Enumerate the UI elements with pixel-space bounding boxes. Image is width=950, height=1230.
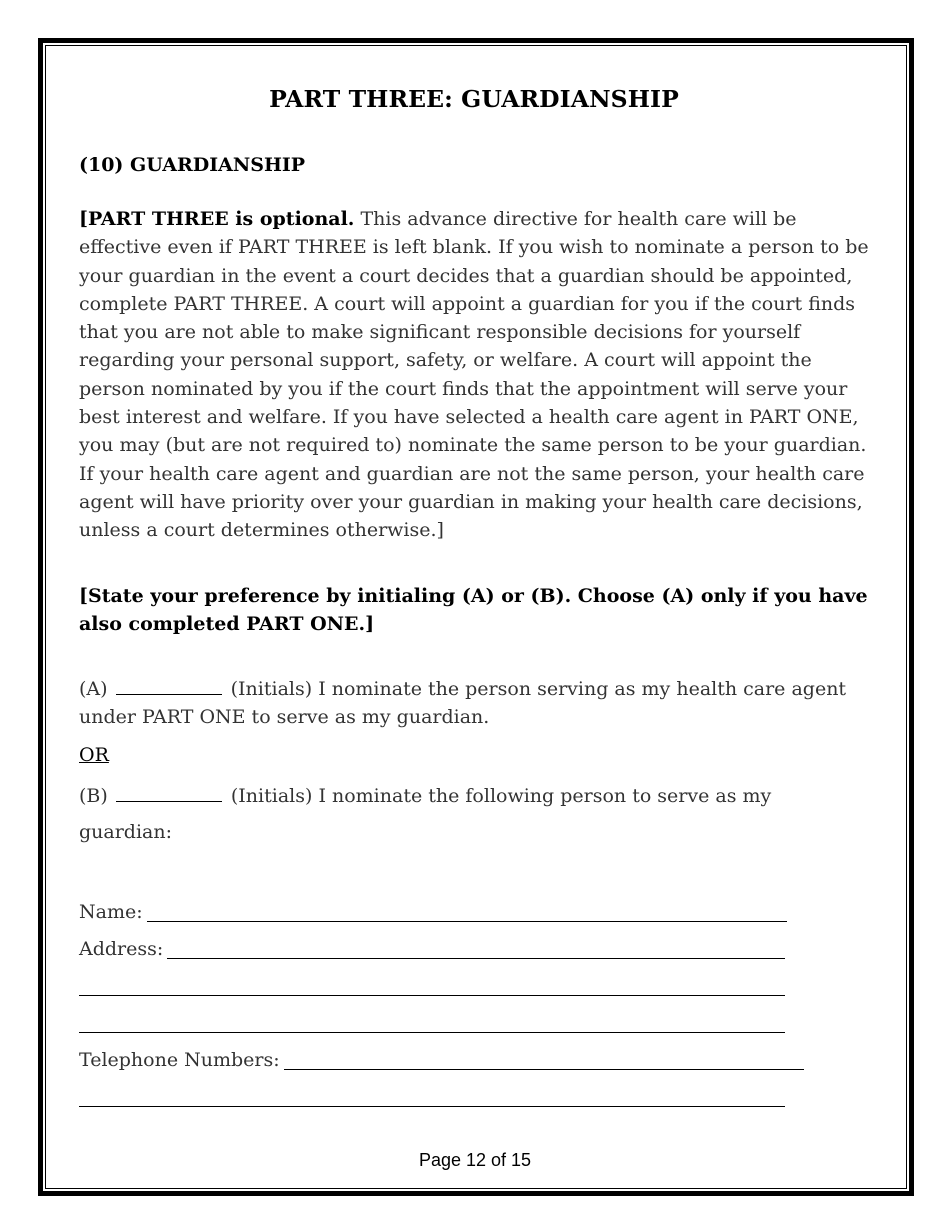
guardian-fields (79, 894, 869, 1116)
page-number-footer: Page 12 of 15 (418, 1150, 532, 1170)
address-label: Address: (79, 937, 164, 960)
option-a-text: (Initials) I nominate the person serving as my health care agent under PART ONE to serve as my guardian. (79, 677, 847, 729)
option-a-initials-blank[interactable] (116, 676, 222, 695)
option-a (79, 675, 869, 732)
address-field-row (79, 931, 869, 968)
option-b (79, 778, 869, 850)
section-heading: (10) GUARDIANSHIP (79, 154, 306, 176)
option-b-label: (B) (79, 784, 108, 807)
name-label: Name: (79, 900, 143, 923)
intro-bold-lead: [PART THREE is optional. (79, 208, 355, 230)
telephone-field-line[interactable] (284, 1069, 804, 1070)
telephone-line-2[interactable] (79, 1079, 869, 1116)
intro-paragraph (79, 205, 869, 545)
or-label: OR (79, 743, 109, 766)
name-field-line[interactable] (147, 921, 787, 922)
page-title: PART THREE: GUARDIANSHIP (269, 85, 679, 113)
page-content (79, 80, 869, 1116)
address-line-2[interactable] (79, 968, 869, 1005)
telephone-label: Telephone Numbers: (79, 1048, 280, 1071)
instruction-text: [State your preference by initialing (A) or (B). Choose (A) only if you have also completed PART ONE.] (79, 584, 868, 636)
telephone-field-row (79, 1042, 869, 1079)
option-b-initials-blank[interactable] (116, 783, 222, 802)
intro-body: This advance directive for health care will be effective even if PART THREE is left blank. If you wish to nominate a person to be your guardian in the event a court decides that a guardian should be appointed, complete PART THREE. A court will appoint a guardian for you if the court finds that you are not able to make significant responsible decisions for yourself regarding your personal support, safety, or welfare. A court will appoint the person nominated by you if the court finds that the appointment will serve your best interest and welfare. If you have selected a health care agent in PART ONE, you may (but are not required to) nominate the same person to be your guardian. If your health care agent and guardian are not the same person, your health care agent will have priority over your guardian in making your health care decisions, unless a court determines otherwise.] (79, 208, 869, 542)
option-b-text: (Initials) I nominate the following person to serve as my guardian: (79, 784, 772, 843)
address-field-line[interactable] (167, 958, 785, 959)
option-a-label: (A) (79, 677, 108, 700)
name-field-row (79, 894, 869, 931)
address-line-3[interactable] (79, 1005, 869, 1042)
